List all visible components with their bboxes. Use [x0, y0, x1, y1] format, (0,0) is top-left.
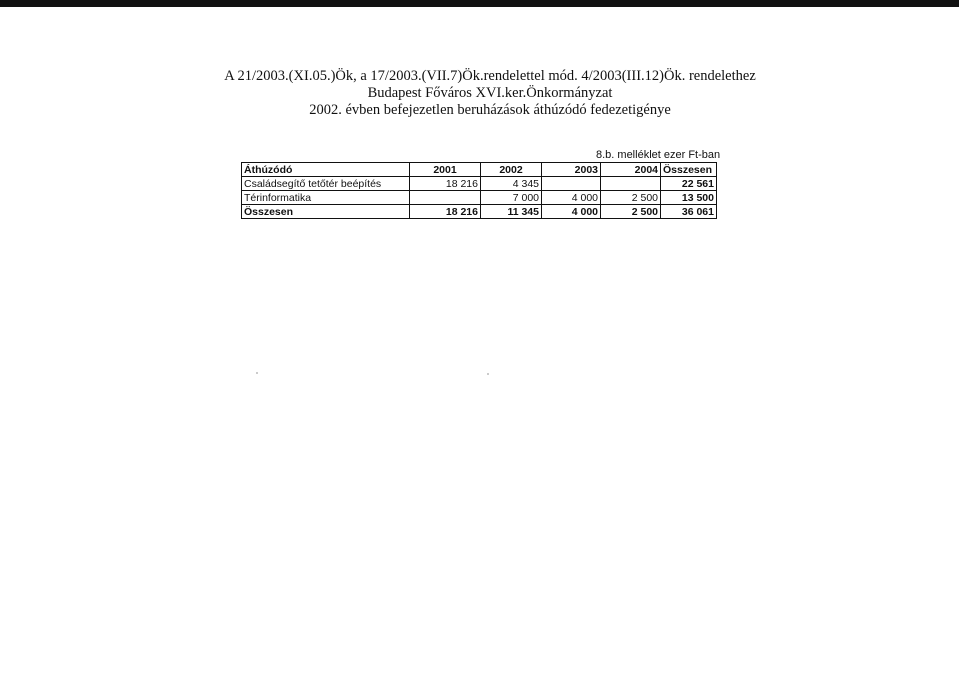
table-cell: 4 345	[481, 177, 542, 191]
column-header: 2002	[481, 163, 542, 177]
table-cell: 13 500	[661, 191, 717, 205]
table-row	[242, 177, 717, 191]
table-cell: 18 216	[410, 205, 481, 219]
table-cell: Összesen	[242, 205, 410, 219]
column-header: 2004	[601, 163, 661, 177]
table-cell: 7 000	[481, 191, 542, 205]
annex-unit-note: 8.b. melléklet ezer Ft-ban	[596, 149, 721, 161]
table-cell	[542, 177, 601, 191]
table-cell: 22 561	[661, 177, 717, 191]
table-cell: 36 061	[661, 205, 717, 219]
table-row	[242, 191, 717, 205]
column-header: Áthúzódó	[242, 163, 410, 177]
table-cell: 18 216	[410, 177, 481, 191]
table-cell: 2 500	[601, 205, 661, 219]
table-cell: 4 000	[542, 205, 601, 219]
investment-table	[241, 162, 717, 219]
table-cell	[410, 191, 481, 205]
top-border-bar	[0, 0, 959, 7]
table-header-row	[242, 163, 717, 177]
table-cell: 4 000	[542, 191, 601, 205]
document-header-line-1: A 21/2003.(XI.05.)Ök, a 17/2003.(VII.7)Ök.rendelettel mód. 4/2003(III.12)Ök. rendelethez	[224, 68, 756, 84]
table-cell: Térinformatika	[242, 191, 410, 205]
column-header: 2003	[542, 163, 601, 177]
table-cell: Családsegítő tetőtér beépítés	[242, 177, 410, 191]
column-header: 2001	[410, 163, 481, 177]
table-cell: 11 345	[481, 205, 542, 219]
document-title: 2002. évben befejezetlen beruházások áthúzódó fedezetigénye	[309, 102, 671, 118]
scan-speck	[256, 372, 258, 374]
document-header-line-2: Budapest Főváros XVI.ker.Önkormányzat	[367, 85, 613, 101]
table-total-row	[242, 205, 717, 219]
table-cell	[601, 177, 661, 191]
scan-speck	[487, 373, 489, 375]
table-cell: 2 500	[601, 191, 661, 205]
column-header: Összesen	[661, 163, 717, 177]
